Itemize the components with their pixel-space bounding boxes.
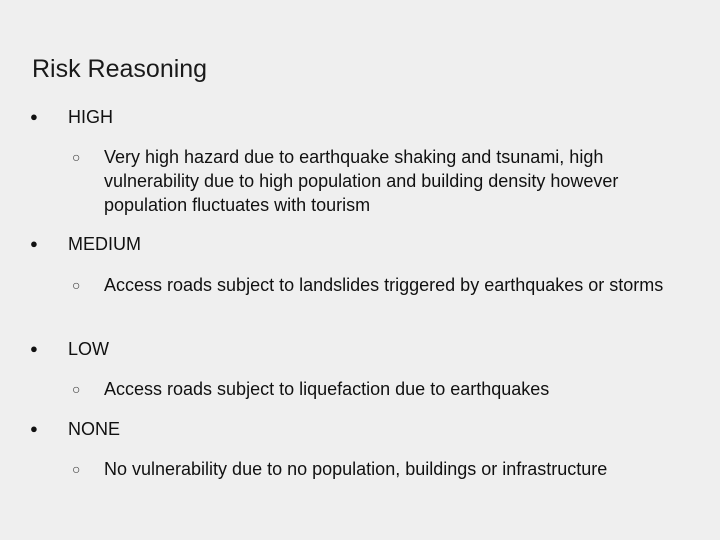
risk-detail-text: Access roads subject to landslides triggered by earthquakes or storms <box>104 275 664 295</box>
risk-level-label: HIGH <box>68 107 113 127</box>
filled-bullet-icon: ● <box>30 421 38 436</box>
hollow-bullet-icon: ○ <box>72 277 81 293</box>
hollow-bullet-icon: ○ <box>72 149 81 165</box>
risk-level-label: NONE <box>68 419 121 439</box>
filled-bullet-icon: ● <box>30 109 38 124</box>
filled-bullet-icon: ● <box>30 236 38 251</box>
risk-detail-text: Very high hazard due to earthquake shaking and tsunami, high vulnerability due to high population and building density however population fluctuates with tourism <box>104 147 619 215</box>
risk-level-label: LOW <box>68 339 110 359</box>
hollow-bullet-icon: ○ <box>72 381 81 397</box>
risk-detail-text: No vulnerability due to no population, buildings or infrastructure <box>104 459 608 479</box>
slide-title: Risk Reasoning <box>32 55 208 83</box>
filled-bullet-icon: ● <box>30 341 38 356</box>
risk-detail-text: Access roads subject to liquefaction due to earthquakes <box>104 379 550 399</box>
hollow-bullet-icon: ○ <box>72 461 81 477</box>
risk-level-label: MEDIUM <box>68 234 141 254</box>
